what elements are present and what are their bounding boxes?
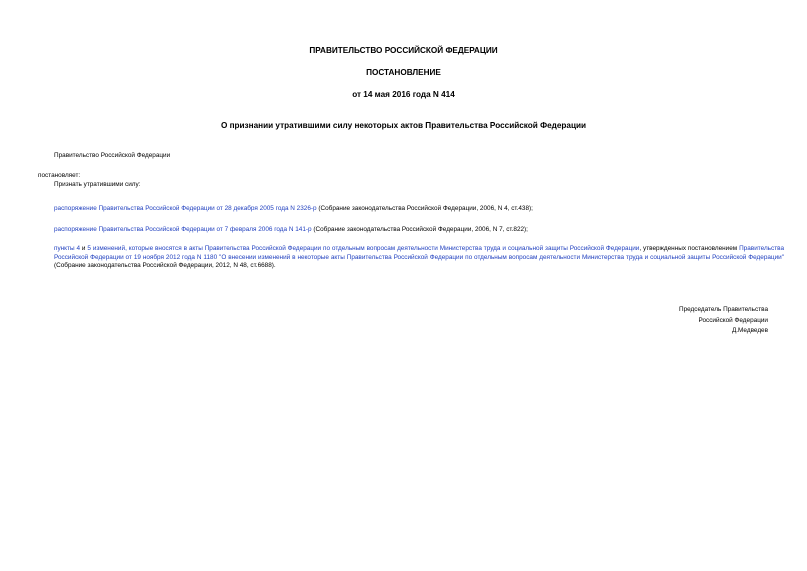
revoked-item-1-link[interactable]: распоряжение Правительства Российской Федерации от 28 декабря 2005 года N 2326-р xyxy=(54,205,317,212)
authority-heading: ПРАВИТЕЛЬСТВО РОССИЙСКОЙ ФЕДЕРАЦИИ xyxy=(309,46,498,55)
item-3-link-point-5[interactable]: 5 xyxy=(87,245,91,252)
item-3-link-decree-1180[interactable]: Правительства Российской Федерации от 19 ноября 2012 года N 1180 "О внесении изменений в некоторые акты Правительства Российской Федерации по отдельным вопросам деятельности Министерства труда и социальной защиты Российской Федерации" xyxy=(54,245,785,261)
document-date-number: от 14 мая 2016 года N 414 xyxy=(352,90,455,99)
item-3-link-points-4[interactable]: пункты 4 xyxy=(54,245,81,252)
revoked-item-1 xyxy=(54,205,533,213)
signature-position-line-2: Российской Федерации xyxy=(698,317,768,324)
document-title: О признании утратившими силу некоторых актов Правительства Российской Федерации xyxy=(220,121,587,130)
item-3-approved-text: , утвержденных постановлением xyxy=(639,245,740,252)
revoked-item-3 xyxy=(38,245,784,271)
signature-name: Д.Медведев xyxy=(731,327,768,334)
item-3-and-text: и xyxy=(80,245,88,252)
signature-position-line-1: Председатель Правительства xyxy=(679,306,768,313)
revoked-item-2-link[interactable]: распоряжение Правительства Российской Федерации от 7 февраля 2006 года N 141-р xyxy=(54,226,312,233)
document-type-heading: ПОСТАНОВЛЕНИЕ xyxy=(366,68,441,77)
item-3-source: (Собрание законодательства Российской Федерации, 2012, N 48, ст.6688). xyxy=(54,262,276,270)
revoked-item-2 xyxy=(54,226,528,234)
intro-text: Признать утратившими силу: xyxy=(54,181,141,188)
issuer-text: Правительство Российской Федерации xyxy=(54,152,171,159)
item-3-link-changes[interactable]: изменений, которые вносятся в акты Правительства Российской Федерации по отдельным вопросам деятельности Министерства труда и социальной защиты Российской Федерации xyxy=(90,245,640,252)
revoked-item-2-source: (Собрание законодательства Российской Федерации, 2006, N 7, ст.822); xyxy=(311,226,528,233)
decides-text: постановляет: xyxy=(38,172,81,179)
revoked-item-1-source: (Собрание законодательства Российской Федерации, 2006, N 4, ст.438); xyxy=(316,205,533,212)
